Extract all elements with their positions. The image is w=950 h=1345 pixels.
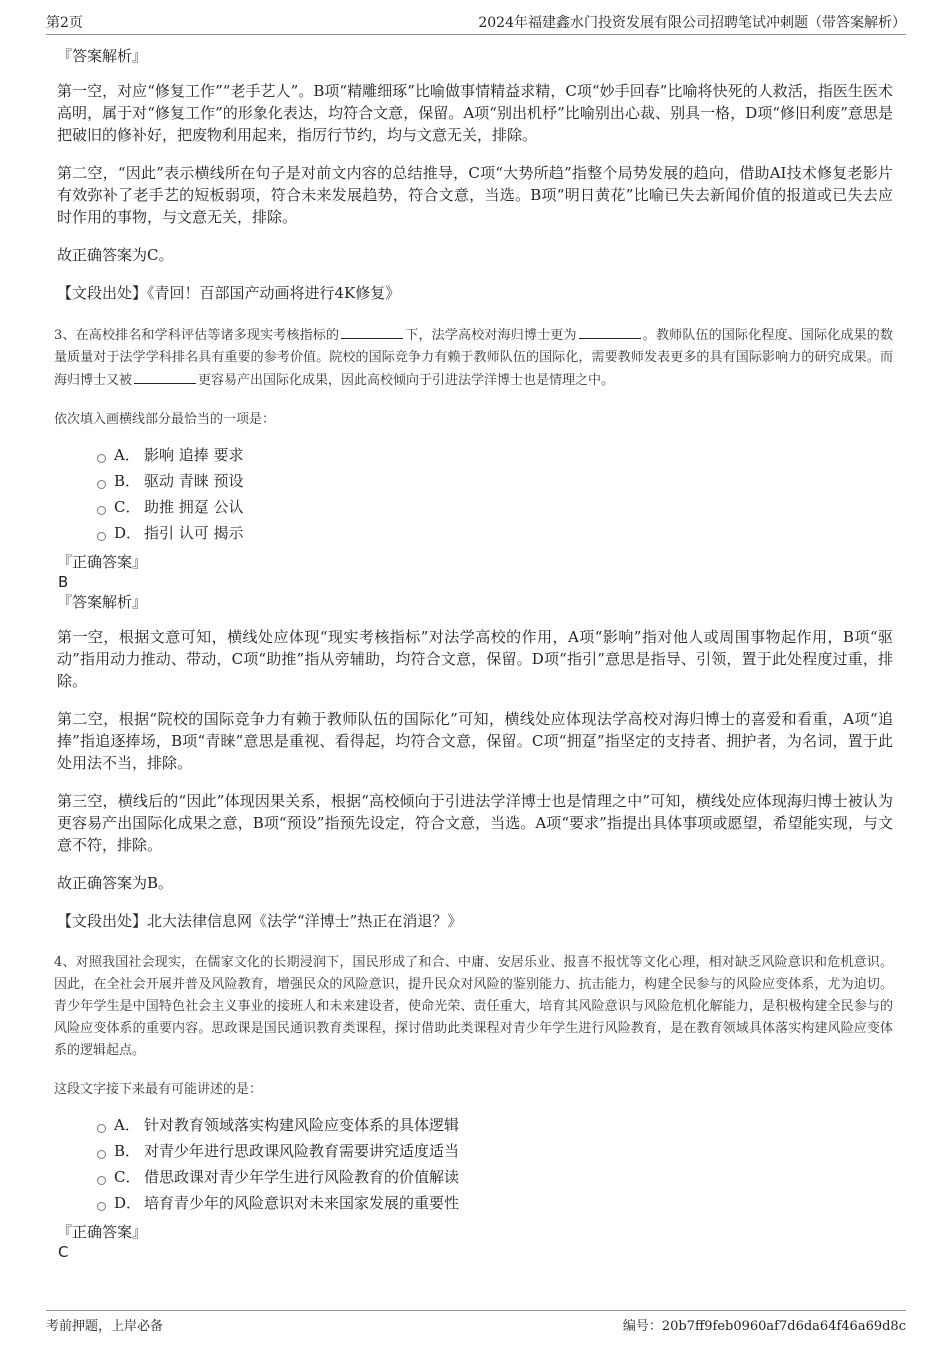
source-citation: 【文段出处】北大法律信息网《法学“洋博士”热正在消退？》 [57, 912, 463, 930]
conclusion: 故正确答案为C。 [57, 246, 174, 264]
question-3-options [97, 442, 893, 546]
radio-icon[interactable] [97, 506, 106, 515]
option-d[interactable]: D． 指引 认可 揭示 [97, 520, 893, 546]
option-d[interactable]: D． 培育青少年的风险意识对未来国家发展的重要性 [97, 1190, 893, 1216]
option-c[interactable]: C． 借思政课对青少年学生进行风险教育的价值解读 [97, 1164, 893, 1190]
radio-icon[interactable] [97, 454, 106, 463]
question-4-prompt: 这段文字接下来最有可能讲述的是： [54, 1082, 263, 1097]
option-c[interactable]: C． 助推 拥趸 公认 [97, 494, 893, 520]
option-a[interactable]: A． 影响 追捧 要求 [97, 442, 893, 468]
fill-blank [579, 324, 641, 339]
analysis-paragraph: 第一空，对应“修复工作”“老手艺人”。B项“精雕细琢”比喻做事情精益求精，C项“妙手回春”比喻将快死的人救活，指医生医术高明，属于对“修复工作”的形象化表达，均符合文意，保留。A项“别出机杼”比喻别出心裁、别具一格，D项“修旧利废”意思是把破旧的修补好，把废物利用起来，指厉行节约，均与文意无关，排除。 [57, 82, 893, 144]
question-4-options [97, 1112, 893, 1216]
analysis-paragraph: 第二空，根据“院校的国际竞争力有赖于教师队伍的国际化”可知，横线处应体现法学高校对海归博士的喜爱和看重，A项“追捧”指追逐捧场，B项“青睐”意思是重视、看得起，均符合文意，保留。C项“拥趸”指坚定的支持者、拥护者，为名词，置于此处用法不当，排除。 [57, 710, 893, 772]
correct-answer-label: 『正确答案』 [57, 1223, 148, 1241]
radio-icon[interactable] [97, 532, 106, 541]
correct-answer-label: 『正确答案』 [57, 553, 148, 571]
radio-icon[interactable] [97, 480, 106, 489]
radio-icon[interactable] [97, 1124, 106, 1133]
radio-icon[interactable] [97, 1176, 106, 1185]
question-3-stem: 3、在高校排名和学科评估等诸多现实考核指标的 下，法学高校对海归博士更为 。教师队伍的国际化程度、国际化成果的数量质量对于法学学科排名具有重要的参考价值。院校的国际竞争力有赖于教师队伍的国际化，需要教师发表更多的具有国际影响力的研究成果。而海归博士又被 更容易产出国际化成果，因此高校倾向于引进法学洋博士也是情理之中。 [54, 324, 893, 392]
radio-icon[interactable] [97, 1202, 106, 1211]
main-content [54, 46, 893, 1262]
page-header [46, 12, 906, 35]
document-id: 编号：20b7ff9feb0960af7d6da64f46a69d8c [622, 1319, 906, 1334]
page-number: 第2页 [46, 15, 83, 31]
question-3-prompt: 依次填入画横线部分最恰当的一项是： [54, 412, 276, 427]
radio-icon[interactable] [97, 1150, 106, 1159]
page-footer [46, 1310, 906, 1334]
option-a[interactable]: A． 针对教育领域落实构建风险应变体系的具体逻辑 [97, 1112, 893, 1138]
footer-slogan: 考前押题，上岸必备 [46, 1319, 164, 1334]
option-b[interactable]: B． 驱动 青睐 预设 [97, 468, 893, 494]
document-title: 2024年福建鑫水门投资发展有限公司招聘笔试冲刺题（带答案解析） [478, 15, 906, 31]
analysis-label: 『答案解析』 [57, 593, 148, 611]
correct-answer: C [58, 1243, 69, 1261]
correct-answer: B [58, 573, 69, 591]
source-citation: 【文段出处】《青回！百部国产动画将进行4K修复》 [57, 284, 401, 302]
conclusion: 故正确答案为B。 [57, 874, 174, 892]
option-b[interactable]: B． 对青少年进行思政课风险教育需要讲究适度适当 [97, 1138, 893, 1164]
analysis-label: 『答案解析』 [57, 47, 148, 65]
question-4-stem: 4、对照我国社会现实，在儒家文化的长期浸润下，国民形成了和合、中庸、安居乐业、报喜不报忧等文化心理，相对缺乏风险意识和危机意识。因此，在全社会开展并普及风险教育，增强民众的风险意识，提升民众对风险的鉴别能力、抗击能力，构建全民参与的风险应变体系，尤为迫切。青少年学生是中国特色社会主义事业的接班人和未来建设者，使命光荣、责任重大，培育其风险意识与风险危机化解能力，是积极构建全民参与的风险应变体系的重要内容。思政课是国民通识教育类课程，探讨借助此类课程对青少年学生进行风险教育，是在教育领域具体落实构建风险应变体系的逻辑起点。 [54, 955, 893, 1058]
analysis-paragraph: 第三空，横线后的“因此”体现因果关系，根据“高校倾向于引进法学洋博士也是情理之中”可知，横线处应体现海归博士被认为更容易产出国际化成果之意，B项“预设”指预先设定，符合文意，当选。A项“要求”指提出具体事项或愿望，希望能实现，与文意不符，排除。 [57, 792, 893, 854]
fill-blank [134, 369, 196, 384]
analysis-paragraph: 第一空，根据文意可知，横线处应体现“现实考核指标”对法学高校的作用，A项“影响”指对他人或周围事物起作用，B项“驱动”指用动力推动、带动，C项“助推”指从旁辅助，均符合文意，保留。D项“指引”意思是指导、引领，置于此处程度过重，排除。 [57, 628, 893, 690]
analysis-paragraph: 第二空，“因此”表示横线所在句子是对前文内容的总结推导，C项“大势所趋”指整个局势发展的趋向，借助AI技术修复老影片有效弥补了老手艺的短板弱项，符合未来发展趋势，符合文意，当选。B项“明日黄花”比喻已失去新闻价值的报道或已失去应时作用的事物，与文意无关，排除。 [57, 164, 893, 226]
fill-blank [341, 324, 403, 339]
